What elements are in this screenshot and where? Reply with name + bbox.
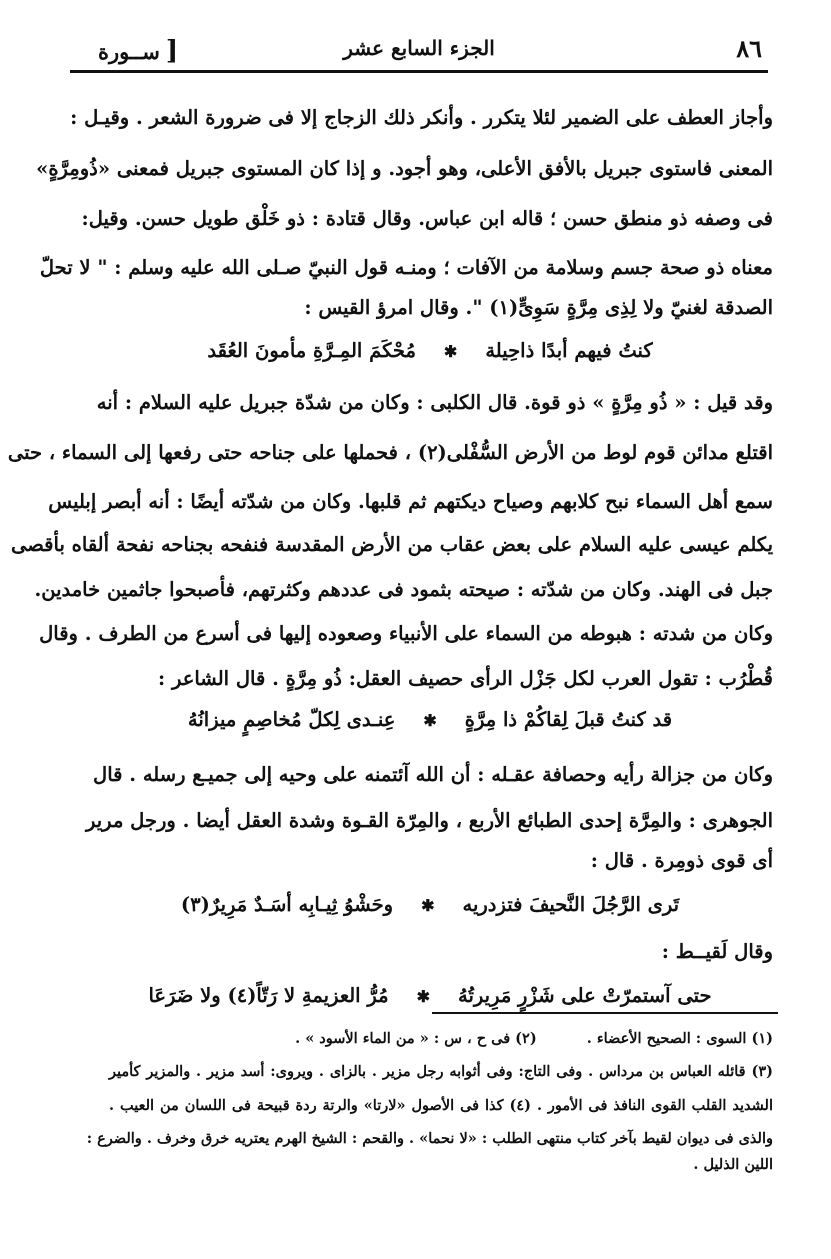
verse-first-hemistich: كنتُ فيهم أبدًا ذاحِيلة: [485, 339, 653, 362]
body-line: فى وصفه ذو منطق حسن ؛ قاله ابن عباس. وقال قتادة : ذو خَلْق طويل حسن. وقيل:: [81, 207, 773, 230]
body-line: وكان من جزالة رأيه وحصافة عقـله : أن الله آئتمنه على وحيه إلى جميـع رسله . قال: [93, 763, 773, 786]
body-line: اقتلع مدائن قوم لوط من الأرض السُّفْلى(٢) ، فحملها على جناحه حتى رفعها إلى السماء ، حتى: [7, 441, 773, 464]
running-title: الجزء السابع عشر: [343, 36, 495, 60]
body-line: المعنى فاستوى جبريل بالأفق الأعلى، وهو أجود. و إذا كان المستوى جبريل فمعنى «ذُومِرَّةٍ»: [36, 157, 773, 180]
footnote-line: (٣) قائله العباس بن مرداس . وفى التاج: وفى أثوابه رجل مزير . بالزاى . ويروى: أسد مزير . والمزير كأمير: [109, 1063, 773, 1080]
footnote-line: والذى فى ديوان لقيط بآخر كتاب منتهى الطلب : «لا نحما» . والقحم : الشيخ الهرم يعتريه خرق وخرف . والضرع :: [86, 1130, 773, 1147]
body-line: الصدقة لغنيّ ولا لِذِى مِرَّةٍ سَوِىٍّ(١) ". وقال امرؤ القيس :: [304, 296, 773, 319]
body-line: وقد قيل : « ذُو مِرَّةٍ » ذو قوة. قال الكلبى : وكان من شدّة جبريل عليه السلام : أنه: [96, 391, 773, 414]
header-rule: [70, 70, 768, 73]
footnote-row: [109, 1030, 773, 1047]
verse-first-hemistich: تَرى الرَّجُلَ النَّحيفَ فتزدريه: [462, 893, 680, 916]
body-line: يكلم عيسى عليه السلام على بعض عقاب من الأرض المقدسة فنفحه بجناحه نفحة ألقاه بأقصى: [11, 533, 773, 556]
verse-second-hemistich: مُحْكَمَ المِـرَّةِ مأمونَ العُقَد: [207, 339, 416, 362]
body-line: أى قوى ذومِرة . قال :: [590, 849, 773, 872]
verse-second-hemistich: عِنـدى لِكلّ مُخاصِمٍ ميزانُهُ: [187, 708, 396, 731]
body-line: الجوهرى : والمِرَّة إحدى الطبائع الأربع ، والمِرّة القـوة وشدة العقل أيضا . ورجل مرير: [86, 809, 773, 832]
poetry-verse: [150, 339, 710, 362]
poetry-verse: [150, 708, 710, 731]
surah-name: ســورة: [98, 39, 160, 64]
verse-separator: ✱: [421, 896, 435, 915]
verse-separator: ✱: [416, 987, 430, 1006]
body-line: قُطْرُب : تقول العرب لكل جَزْل الرأى حصيف العقل: ذُو مِرَّةٍ . قال الشاعر :: [157, 667, 773, 690]
verse-second-hemistich: مُرُّ العزيمةِ لا رَتّاً(٤) ولا ضَرَعَا: [148, 984, 389, 1007]
page-header: [72, 34, 766, 70]
footnote-rule: [432, 1012, 778, 1014]
poetry-verse: [150, 984, 710, 1007]
footnote-2: (٢) فى ح ، س : « من الماء الأسود » .: [295, 1030, 537, 1047]
surah-bracket: [: [165, 36, 179, 66]
verse-separator: ✱: [443, 342, 458, 361]
body-line: وكان من شدته : هبوطه من السماء على الأنبياء وصعوده إليها فى أسرع من الطرف . وقال: [39, 622, 773, 645]
footnote-1: (١) السوى : الصحيح الأعضاء .: [586, 1030, 773, 1047]
poetry-verse: [150, 893, 710, 916]
verse-first-hemistich: حتى آستمرّتْ على شَزْرٍ مَرِيرتُهُ: [458, 984, 712, 1007]
body-line: وقال لَقيــط :: [661, 940, 773, 963]
verse-second-hemistich: وحَشْوُ ثِيـابِه أسَـدٌ مَرِيرٌ(٣): [180, 893, 394, 916]
surah-label: [98, 36, 178, 66]
verse-first-hemistich: قد كنتُ قبلَ لِقاكُمْ ذا مِرَّةٍ: [464, 708, 673, 731]
footnote-line: الشديد القلب القوى النافذ فى الأمور . (٤) كذا فى الأصول «لارتا» والرتة ردة قبيحة فى اللسان من العيب .: [109, 1097, 773, 1114]
body-line: معناه ذو صحة جسم وسلامة من الآفات ؛ ومنـه قول النبيّ صـلى الله عليه وسلم : " لا تحلّ: [39, 256, 773, 279]
body-line: جبل فى الهند. وكان من شدّته : صيحته بثمود فى عددهم وكثرتهم، فأصبحوا جاثمين خامدين.: [34, 578, 773, 601]
body-line: وأجاز العطف على الضمير لئلا يتكرر . وأنكر ذلك الزجاج إلا فى ضرورة الشعر . وقيـل :: [70, 106, 773, 129]
footnote-line: اللين الذليل .: [693, 1156, 773, 1173]
page-number: ٨٦: [736, 34, 762, 63]
body-line: سمع أهل السماء نبح كلابهم وصياح ديكتهم ثم قلبها. وكان من شدّته أيضًا : أنه أبصر إبليس: [48, 490, 773, 513]
verse-separator: ✱: [423, 711, 437, 730]
